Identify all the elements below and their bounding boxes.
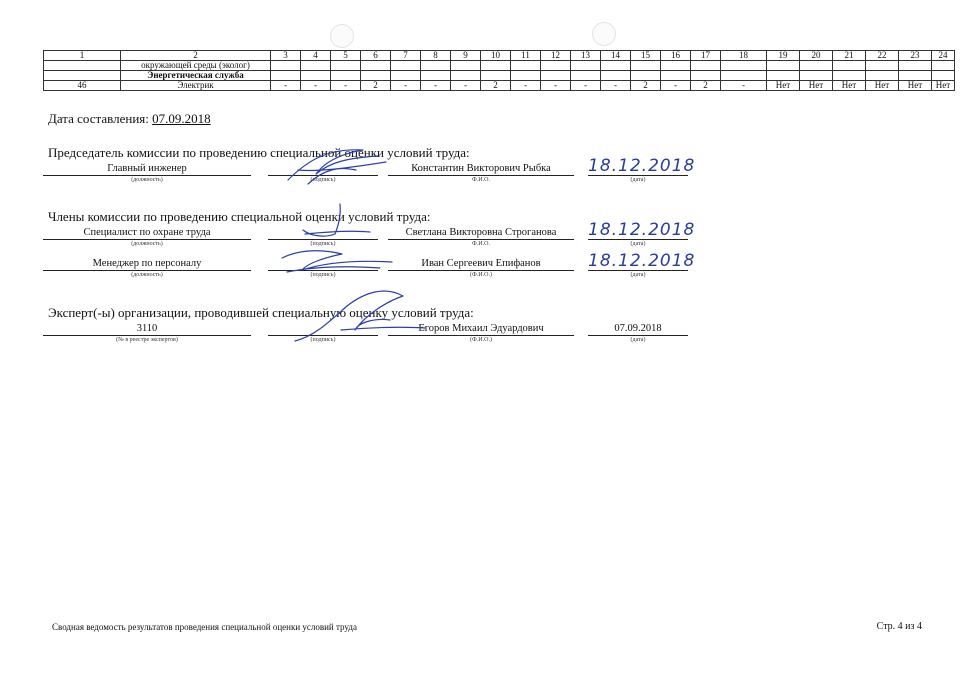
chair-heading: Председатель комиссии по проведению специальной оценки условий труда: (48, 145, 470, 160)
chair-name-field (388, 163, 574, 184)
header-cell: 16 (661, 51, 691, 61)
signature-caption: (подпись) (310, 177, 336, 183)
table-section-row (44, 71, 955, 81)
member-date-field (588, 220, 696, 248)
expert-date: 07.09.2018 (588, 323, 688, 336)
member-name-field (388, 227, 574, 248)
table-cell: Нет (866, 81, 899, 91)
member-signature-scribble (285, 200, 395, 245)
header-cell: 6 (361, 51, 391, 61)
position-caption: (должность) (131, 272, 163, 278)
table-cell: 2 (481, 81, 511, 91)
header-cell: 12 (541, 51, 571, 61)
date-caption: (дата) (630, 241, 646, 247)
header-cell: 15 (631, 51, 661, 61)
name-caption: Ф.И.О. (472, 177, 490, 183)
table-cell: Нет (932, 81, 955, 91)
page-number: Стр. 4 из 4 (876, 621, 922, 632)
table-cell: - (601, 81, 631, 91)
members-heading: Члены комиссии по проведению специальной оценки условий труда: (48, 209, 431, 224)
registry-caption: (№ в реестре экспертов) (116, 337, 178, 343)
header-cell: 9 (451, 51, 481, 61)
summary-table (43, 50, 955, 91)
member-date-field (588, 251, 696, 279)
header-cell: 5 (331, 51, 361, 61)
expert-signature-scribble (285, 286, 435, 346)
signature-caption: (подпись) (310, 272, 336, 278)
header-cell: 22 (866, 51, 899, 61)
date-caption: (дата) (630, 272, 646, 278)
header-cell: 13 (571, 51, 601, 61)
table-cell: - (451, 81, 481, 91)
table-cell: 46 (44, 81, 121, 91)
member-position-field (43, 227, 251, 248)
table-row (44, 81, 955, 91)
header-cell: 8 (421, 51, 451, 61)
chair-name: Константин Викторович Рыбка (388, 163, 574, 176)
header-cell: 2 (121, 51, 271, 61)
table-cell: - (571, 81, 601, 91)
expert-heading: Эксперт(-ы) организации, проводившей специальную оценку условий труда: (48, 305, 474, 320)
header-cell: 18 (721, 51, 767, 61)
header-cell: 19 (767, 51, 800, 61)
name-caption: Ф.И.О. (472, 241, 490, 247)
header-cell: 21 (833, 51, 866, 61)
date-compiled-value: 07.09.2018 (152, 111, 211, 126)
table-cell: Нет (767, 81, 800, 91)
date-compiled (48, 111, 211, 127)
date-caption: (дата) (630, 337, 646, 343)
punch-hole-mark (330, 24, 354, 48)
table-cell: 2 (361, 81, 391, 91)
signature-caption: (подпись) (310, 337, 336, 343)
header-cell: 17 (691, 51, 721, 61)
position-caption: (должность) (131, 241, 163, 247)
table-cell: - (541, 81, 571, 91)
member-date: 18.12.2018 (588, 251, 696, 271)
expert-registry-field (43, 323, 251, 344)
member-name: Светлана Викторовна Строганова (388, 227, 574, 240)
header-cell: 14 (601, 51, 631, 61)
member-position-field (43, 258, 251, 279)
position-caption: (должность) (131, 177, 163, 183)
header-cell: 11 (511, 51, 541, 61)
table-cell: - (301, 81, 331, 91)
punch-hole-mark (592, 22, 616, 46)
table-cell: - (661, 81, 691, 91)
date-compiled-label: Дата составления: (48, 111, 149, 126)
section-title: Энергетическая служба (121, 71, 271, 81)
expert-name: Егоров Михаил Эдуардович (388, 323, 574, 336)
table-cell: - (511, 81, 541, 91)
table-cell: - (271, 81, 301, 91)
member-name: Иван Сергеевич Епифанов (388, 258, 574, 271)
signature-caption: (подпись) (310, 241, 336, 247)
table-row (44, 61, 955, 71)
date-caption: (дата) (630, 177, 646, 183)
name-caption: (Ф.И.О.) (470, 337, 492, 343)
table-cell: - (721, 81, 767, 91)
table-cell: - (421, 81, 451, 91)
header-cell: 7 (391, 51, 421, 61)
chair-position-field (43, 163, 251, 184)
table-cell: окружающей среды (эколог) (121, 61, 271, 71)
table-cell: 2 (691, 81, 721, 91)
table-cell: Нет (800, 81, 833, 91)
header-cell: 23 (899, 51, 932, 61)
member-date: 18.12.2018 (588, 220, 696, 240)
table-cell: - (331, 81, 361, 91)
expert-date-field (588, 323, 688, 344)
table-cell: 2 (631, 81, 661, 91)
header-cell: 1 (44, 51, 121, 61)
name-caption: (Ф.И.О.) (470, 272, 492, 278)
table-header-row (44, 51, 955, 61)
member-position: Менеджер по персоналу (43, 258, 251, 271)
chair-date-field (588, 156, 696, 184)
chair-signature-scribble (268, 140, 408, 190)
chair-position: Главный инженер (43, 163, 251, 176)
header-cell: 24 (932, 51, 955, 61)
header-cell: 3 (271, 51, 301, 61)
footer-title: Сводная ведомость результатов проведения специальной оценки условий труда (52, 622, 357, 632)
header-cell: 10 (481, 51, 511, 61)
table-cell: Нет (833, 81, 866, 91)
header-cell: 4 (301, 51, 331, 61)
member-position: Специалист по охране труда (43, 227, 251, 240)
header-cell: 20 (800, 51, 833, 61)
member-signature-scribble (272, 244, 402, 280)
table-cell: Нет (899, 81, 932, 91)
table-cell: - (391, 81, 421, 91)
expert-registry-number: 3110 (43, 323, 251, 336)
chair-date: 18.12.2018 (588, 156, 696, 176)
member-name-field (388, 258, 574, 279)
table-cell: Электрик (121, 81, 271, 91)
